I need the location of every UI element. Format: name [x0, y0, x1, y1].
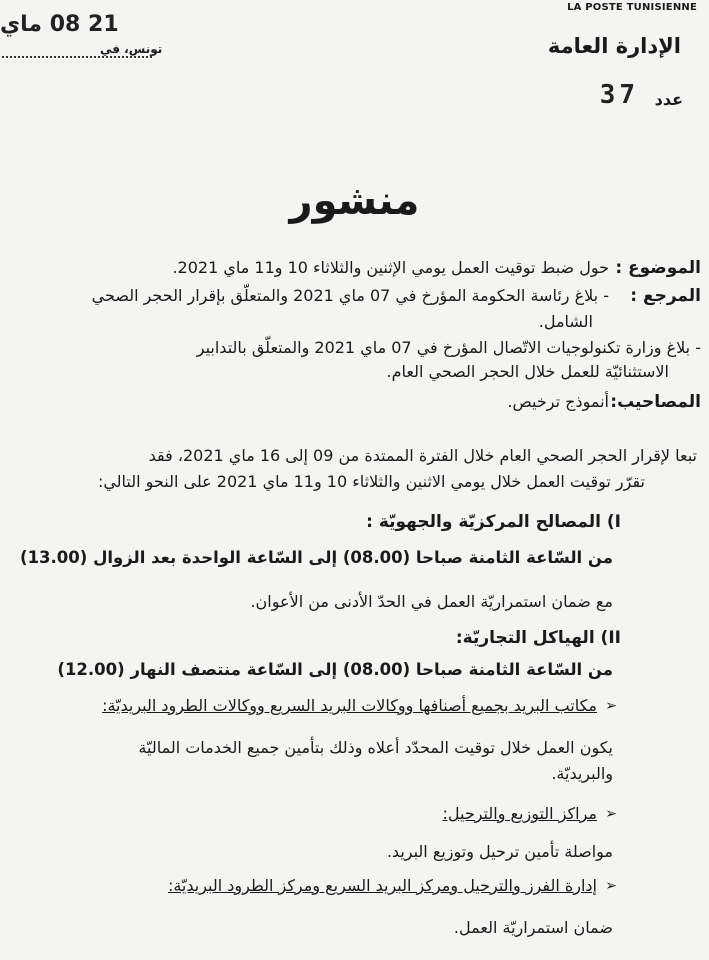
reference-2-line1: - بلاغ وزارة تكنولوجيات الاتّصال المؤرخ في 07 ماي 2021 والمتعلّق بالتدابير	[196, 338, 701, 357]
subject-label: الموضوع :	[615, 258, 701, 278]
number-label: عدد	[654, 90, 683, 109]
brand-logo-text: LA POSTE TUNISIENNE	[567, 2, 697, 13]
item1-body-line1: يكون العمل خلال توقيت المحدّد أعلاه وذلك بتأمين جميع الخدمات الماليّة	[138, 738, 613, 757]
intro-line2: تقرّر توقيت العمل خلال يومي الاثنين والثلاثاء 10 و11 ماي 2021 على النحو التالي:	[97, 472, 645, 491]
attachments-label: المصاحيب:	[610, 392, 701, 412]
item2-body: مواصلة تأمين ترحيل وتوزيع البريد.	[386, 842, 613, 861]
item1-body-line2: والبريديّة.	[551, 764, 613, 783]
date-dotted-line	[2, 56, 152, 58]
handwritten-date: 21 08 ماي	[0, 12, 119, 37]
city-date-label: تونس، في	[100, 42, 163, 56]
number-value: 37	[599, 80, 639, 110]
item2-title: مراكز التوزيع والترحيل:	[442, 804, 597, 823]
section1-heading: I) المصالح المركزيّة والجهويّة :	[366, 512, 621, 532]
reference-1-line2: الشامل.	[538, 312, 593, 331]
reference-1-line1: - بلاغ رئاسة الحكومة المؤرخ في 07 ماي 2021 والمتعلّق بإقرار الحجر الصحي	[91, 286, 609, 305]
intro-line1: تبعا لإقرار الحجر الصحي العام خلال الفترة الممتدة من 09 إلى 16 ماي 2021، فقد	[148, 446, 697, 465]
arrow-bullet-icon: ➢	[605, 698, 617, 714]
reference-2-line2: الاستثنائيّة للعمل خلال الحجر الصحي العام.	[386, 362, 669, 381]
section2-hours: من السّاعة الثامنة صباحا (08.00) إلى السّاعة منتصف النهار (12.00)	[57, 660, 613, 679]
section1-note: مع ضمان استمراريّة العمل في الحدّ الأدنى من الأعوان.	[250, 592, 613, 611]
department-title: الإدارة العامة	[547, 34, 681, 58]
section2-heading: II) الهياكل التجاريّة:	[455, 628, 621, 648]
reference-label: المرجع :	[630, 286, 701, 306]
item1-title: مكاتب البريد بجميع أصنافها ووكالات البريد السريع ووكالات الطرود البريديّة:	[102, 696, 597, 715]
arrow-bullet-icon: ➢	[605, 806, 617, 822]
section1-hours: من السّاعة الثامنة صباحا (08.00) إلى السّاعة الواحدة بعد الزوال (13.00)	[20, 548, 613, 567]
item3-body: ضمان استمراريّة العمل.	[453, 918, 613, 937]
arrow-bullet-icon: ➢	[605, 878, 617, 894]
subject-text: حول ضبط توقيت العمل يومي الإثنين والثلاثاء 10 و11 ماي 2021.	[172, 258, 609, 277]
document-title: منشور	[289, 178, 420, 224]
attachments-text: أنموذج ترخيص.	[507, 392, 609, 411]
item3-title: إدارة الفرز والترحيل ومركز البريد السريع ومركز الطرود البريديّة:	[167, 876, 597, 895]
